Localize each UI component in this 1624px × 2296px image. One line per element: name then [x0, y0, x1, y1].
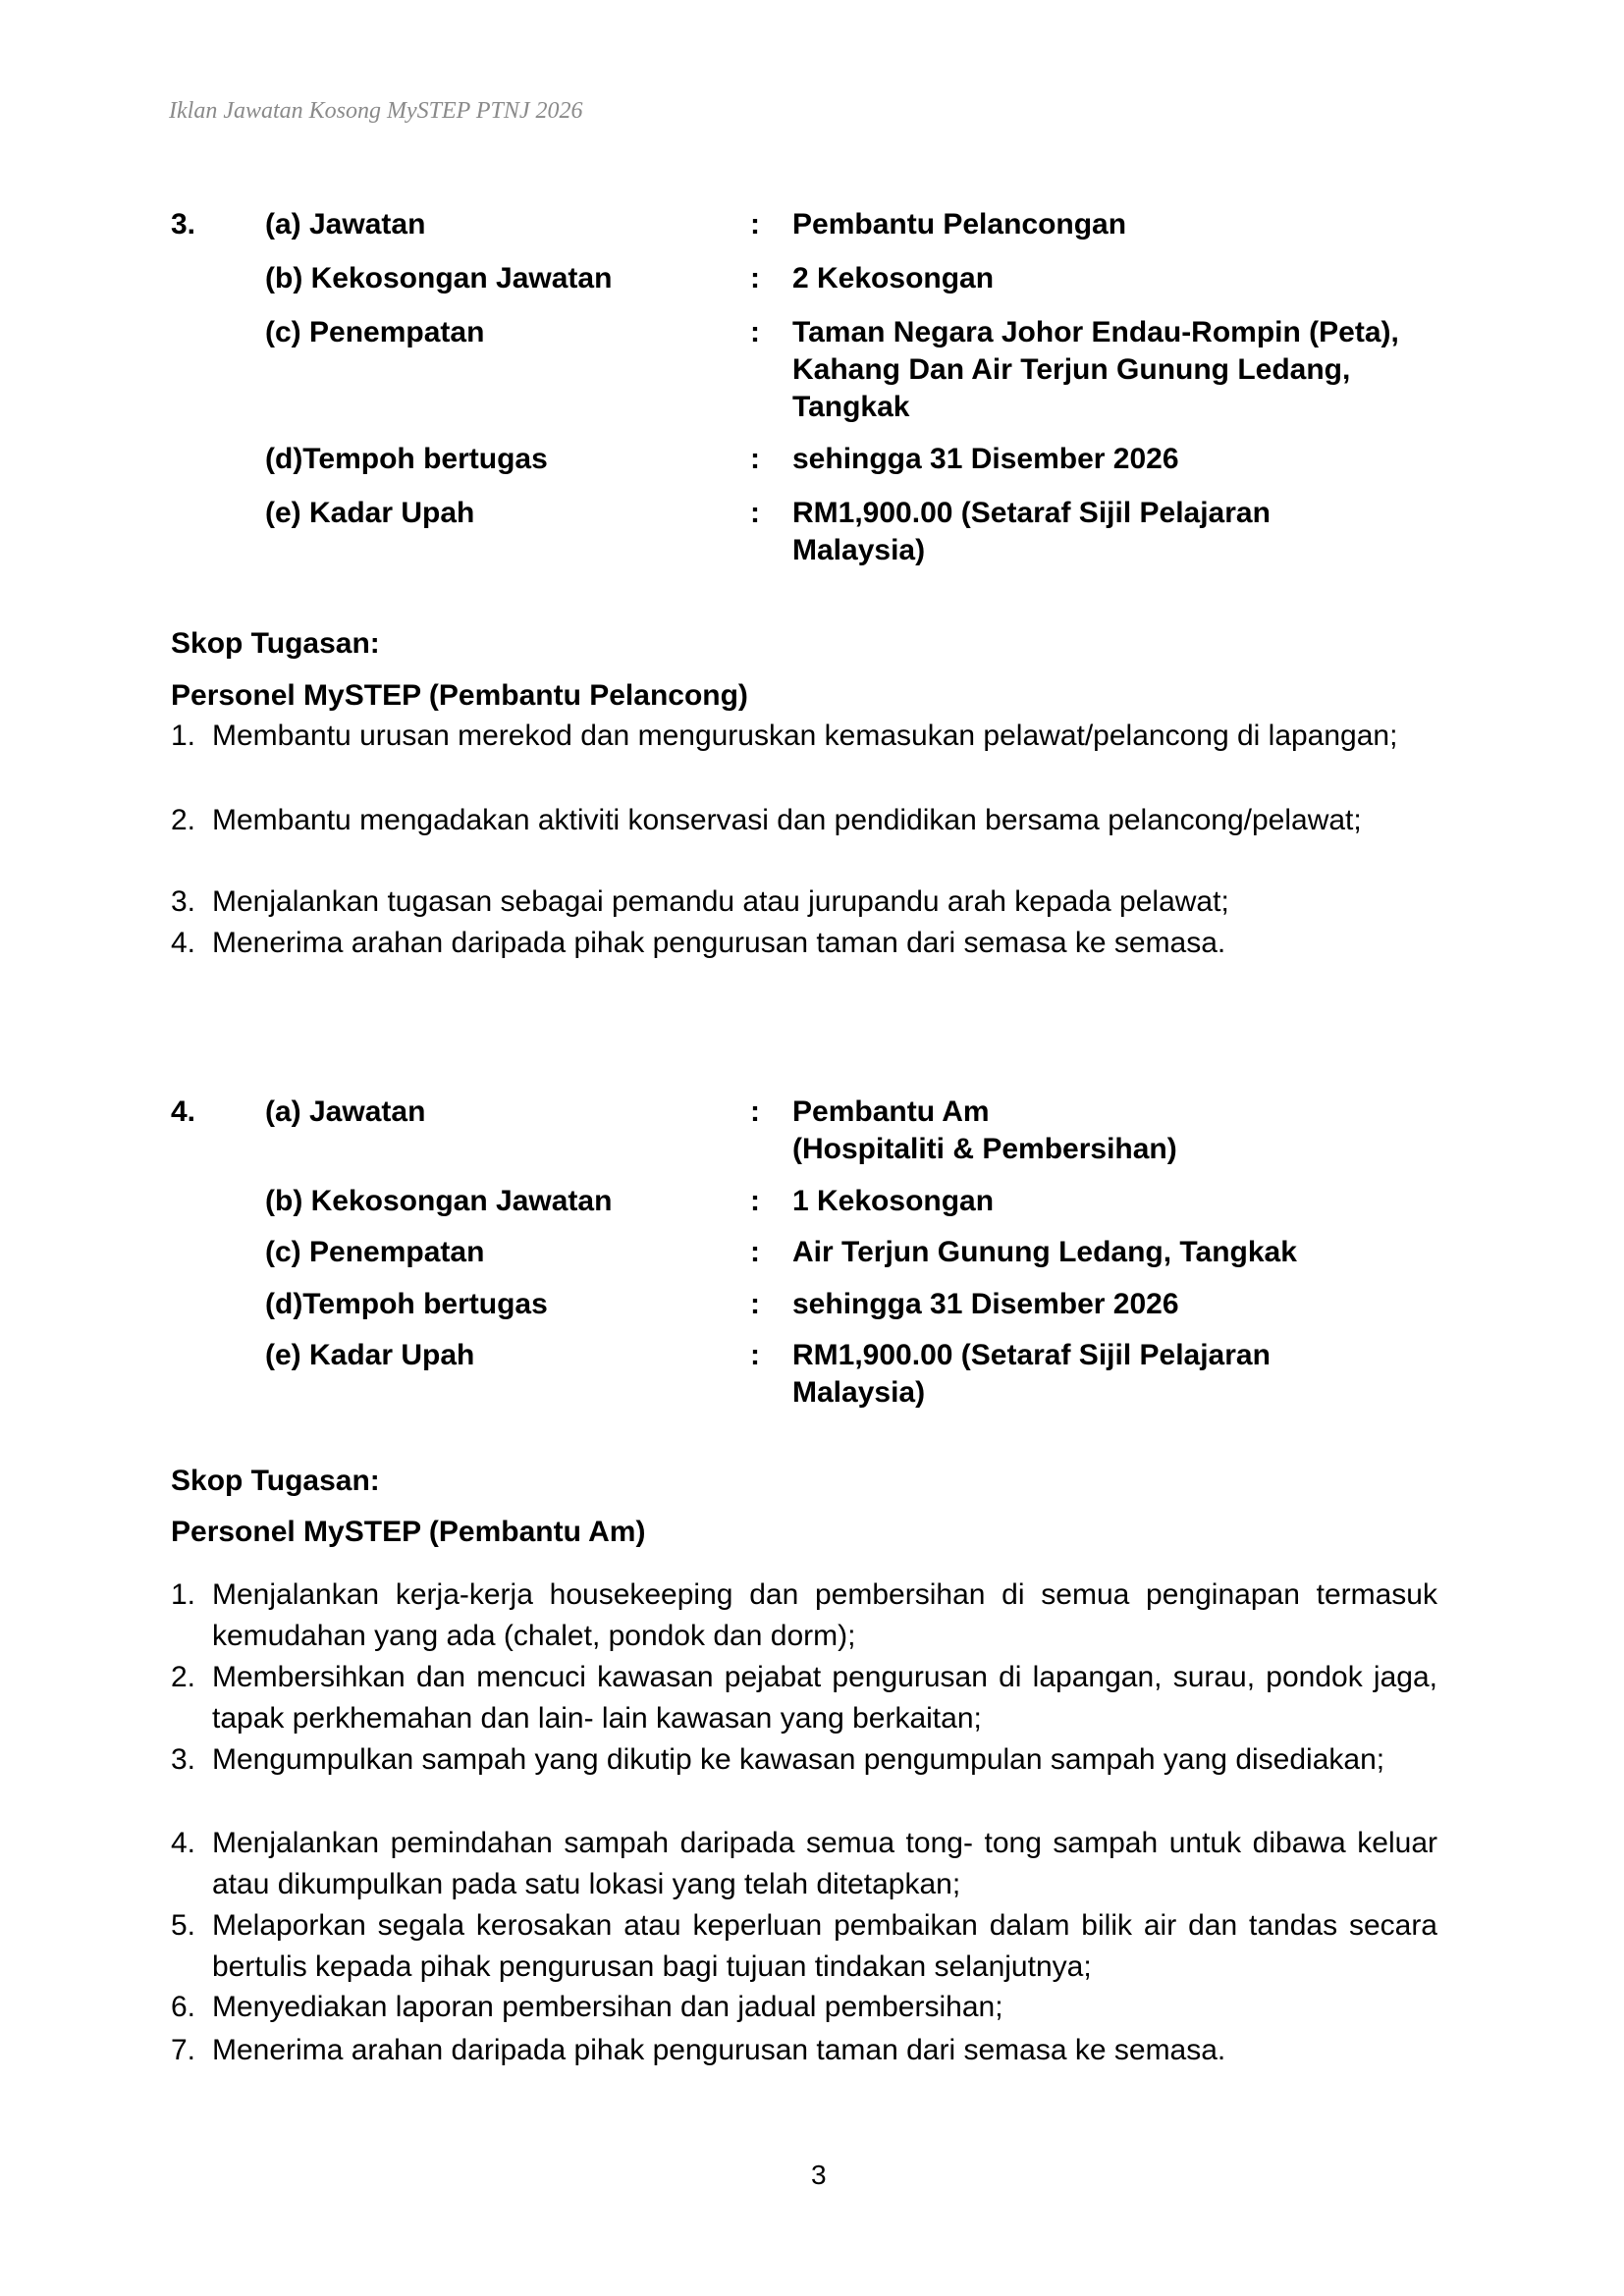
colon: :	[750, 497, 760, 529]
list-item: 1. Membantu urusan merekod dan menguruskan kemasukan pelawat/pelancong di lapangan;	[171, 720, 1398, 752]
colon: :	[750, 316, 760, 348]
field-value-jawatan-sub: (Hospitaliti & Pembersihan)	[792, 1133, 1177, 1165]
page-number: 3	[811, 2160, 827, 2190]
list-item: 3. Menjalankan tugasan sebagai pemandu atau jurupandu arah kepada pelawat;	[171, 885, 1229, 918]
colon: :	[750, 1236, 760, 1268]
field-value-kadar-upah: RM1,900.00 (Setaraf Sijil Pelajaran Malaysia)	[792, 1339, 1271, 1409]
field-value-jawatan: Pembantu Pelancongan	[792, 208, 1127, 240]
field-label: (d)Tempoh bertugas	[265, 1288, 548, 1320]
section-number: 4.	[171, 1095, 196, 1128]
scope-title: Skop Tugasan:	[171, 627, 380, 660]
field-label: (c) Penempatan	[265, 316, 485, 348]
list-item: 1. Menjalankan kerja-kerja housekeeping dan pembersihan di semua penginapan termasuk kemudahan yang ada (chalet, pondok dan dorm);	[171, 1578, 1437, 1652]
field-value-tempoh: sehingga 31 Disember 2026	[792, 1288, 1179, 1320]
field-value-tempoh: sehingga 31 Disember 2026	[792, 443, 1179, 475]
field-label: (a) Jawatan	[265, 1095, 426, 1128]
colon: :	[750, 443, 760, 475]
list-item: 7. Menerima arahan daripada pihak pengurusan taman dari semasa ke semasa.	[171, 2034, 1226, 2066]
field-value-kekosongan: 1 Kekosongan	[792, 1185, 995, 1217]
field-label: (e) Kadar Upah	[265, 1339, 475, 1371]
list-item: 6. Menyediakan laporan pembersihan dan jadual pembersihan;	[171, 1991, 1003, 2023]
field-label: (e) Kadar Upah	[265, 497, 475, 529]
colon: :	[750, 262, 760, 294]
field-value-penempatan: Air Terjun Gunung Ledang, Tangkak	[792, 1236, 1297, 1268]
scope-title: Skop Tugasan:	[171, 1465, 380, 1497]
colon: :	[750, 208, 760, 240]
list-item: 2. Membantu mengadakan aktiviti konservasi dan pendidikan bersama pelancong/pelawat;	[171, 804, 1362, 836]
colon: :	[750, 1185, 760, 1217]
page-header: Iklan Jawatan Kosong MySTEP PTNJ 2026	[169, 98, 583, 124]
list-item: 5. Melaporkan segala kerosakan atau keperluan pembaikan dalam bilik air dan tandas secara bertulis kepada pihak pengurusan bagi tujuan tindakan selanjutnya;	[171, 1909, 1437, 1983]
field-label: (b) Kekosongan Jawatan	[265, 262, 613, 294]
personnel-title: Personel MySTEP (Pembantu Pelancong)	[171, 679, 748, 712]
list-item: 4. Menjalankan pemindahan sampah daripada semua tong- tong sampah untuk dibawa keluar atau dikumpulkan pada satu lokasi yang telah ditetapkan;	[171, 1827, 1437, 1900]
list-item: 2. Membersihkan dan mencuci kawasan pejabat pengurusan di lapangan, surau, pondok jaga, tapak perkhemahan dan lain- lain kawasan yang berkaitan;	[171, 1661, 1437, 1735]
field-label: (c) Penempatan	[265, 1236, 485, 1268]
colon: :	[750, 1288, 760, 1320]
section-number: 3.	[171, 208, 196, 240]
colon: :	[750, 1095, 760, 1128]
personnel-title: Personel MySTEP (Pembantu Am)	[171, 1516, 646, 1548]
field-value-kadar-upah: RM1,900.00 (Setaraf Sijil Pelajaran Malaysia)	[792, 497, 1271, 566]
field-value-jawatan: Pembantu Am	[792, 1095, 990, 1128]
field-value-kekosongan: 2 Kekosongan	[792, 262, 995, 294]
field-label: (d)Tempoh bertugas	[265, 443, 548, 475]
field-value-penempatan: Taman Negara Johor Endau-Rompin (Peta), Kahang Dan Air Terjun Gunung Ledang, Tangkak	[792, 316, 1399, 423]
field-label: (b) Kekosongan Jawatan	[265, 1185, 613, 1217]
field-label: (a) Jawatan	[265, 208, 426, 240]
colon: :	[750, 1339, 760, 1371]
list-item: 3. Mengumpulkan sampah yang dikutip ke kawasan pengumpulan sampah yang disediakan;	[171, 1743, 1385, 1776]
list-item: 4. Menerima arahan daripada pihak pengurusan taman dari semasa ke semasa.	[171, 927, 1226, 959]
